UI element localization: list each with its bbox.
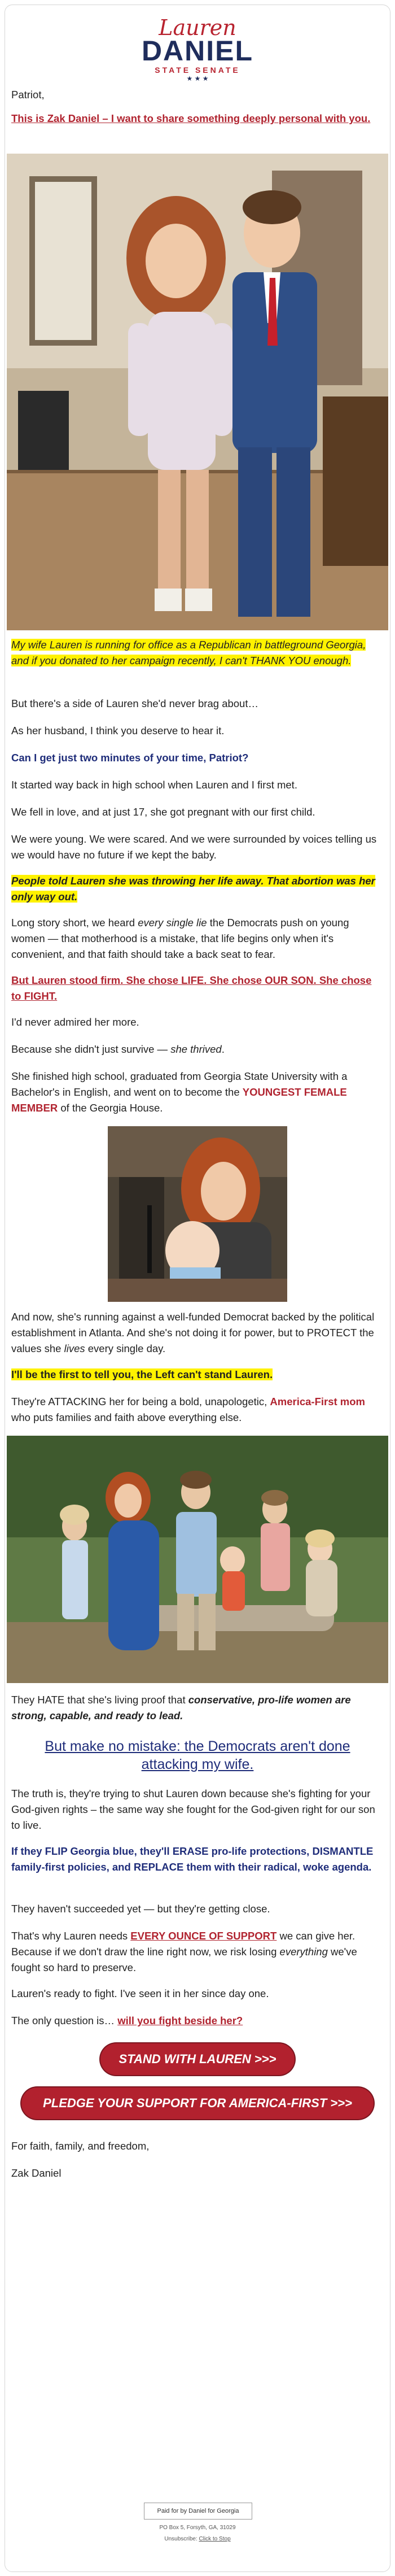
intro-link[interactable]: This is Zak Daniel – I want to share something deeply personal with you. <box>11 112 371 124</box>
highlighted-text: My wife Lauren is running for office as a Republican in battleground Georgia, and if you donated to her campaign recently, I can't THANK YOU enough. <box>11 639 366 666</box>
couple-photo <box>7 154 388 630</box>
paragraph <box>11 1041 384 1057</box>
text-run: They HATE that she's living proof that <box>11 1694 188 1706</box>
signature: Zak Daniel <box>11 2167 62 2179</box>
text-run: And now, she's running against a well-funded Democrat backed by the political establishment in Atlanta. And she's not doing it for power, but to PROTECT the values she <box>11 1311 375 1354</box>
text-run: the Democrats push on young women — that motherhood is a mistake, that life begins only when it's convenient, and that faith should take a back seat to fear. <box>11 917 349 960</box>
paragraph <box>11 1309 384 1357</box>
paragraph-highlight-1 <box>11 637 384 669</box>
text-run: They're ATTACKING her for being a bold, unapologetic, <box>11 1396 270 1407</box>
signoff: For faith, family, and freedom, <box>11 2140 150 2152</box>
family-photo <box>7 1436 388 1683</box>
paragraph <box>11 915 384 962</box>
paid-for-disclaimer: Paid for by Daniel for Georgia <box>144 2503 252 2520</box>
text-run-italic: everything <box>279 1946 328 1958</box>
paragraph: We fell in love, and at just 17, she got pregnant with our first child. <box>11 806 315 818</box>
text-run: of the Georgia House. <box>58 1102 163 1114</box>
logo-main-text: DANIEL <box>141 35 254 67</box>
paragraph-highlight-3 <box>11 1367 384 1383</box>
unsubscribe-line <box>0 2536 395 2542</box>
paragraph-navy: If they FLIP Georgia blue, they'll ERASE pro-life protections, DISMANTLE family-first policies, and REPLACE them with their radical, woke agenda. <box>11 1845 374 1873</box>
unsubscribe-prefix: Unsubscribe: <box>164 2536 199 2542</box>
paragraph: We were young. We were scared. And we were surrounded by voices telling us we would have no future if we kept the baby. <box>11 833 377 861</box>
highlighted-text: People told Lauren she was throwing her life away. That abortion was her only way out. <box>11 875 375 903</box>
text-run-italic: every single lie <box>138 917 207 929</box>
text-run: Because she didn't just survive — <box>11 1043 171 1055</box>
headline: But make no mistake: the Democrats aren't done attacking my wife. <box>45 1738 350 1772</box>
greeting: Patriot, <box>11 89 45 101</box>
text-run-bold-italic: conservative, pro-life women are strong, capable, and ready to lead. <box>11 1694 351 1721</box>
fight-beside-her-link[interactable]: will you fight beside her? <box>117 2015 243 2026</box>
text-run-red: YOUNGEST FEMALE MEMBER <box>11 1086 347 1114</box>
paragraph: As her husband, I think you deserve to hear it. <box>11 725 225 736</box>
logo-stars: ★ ★ ★ <box>186 75 209 82</box>
paragraph <box>11 1928 384 1976</box>
text-run: we've fought so hard to preserve. <box>11 1946 357 1973</box>
text-run-red: America-First mom <box>270 1396 365 1407</box>
paragraph-red: But Lauren stood firm. She chose LIFE. She chose OUR SON. She chose to FIGHT. <box>11 974 372 1002</box>
paragraph: But there's a side of Lauren she'd never brag about… <box>11 698 258 709</box>
paragraph <box>11 1394 384 1426</box>
logo-script-text: Lauren <box>159 15 236 40</box>
text-run: That's why Lauren needs <box>11 1930 131 1942</box>
paragraph: They haven't succeeded yet — but they're getting close. <box>11 1903 270 1915</box>
highlighted-text: I'll be the first to tell you, the Left can't stand Lauren. <box>11 1368 273 1380</box>
paragraph: Lauren's ready to fight. I've seen it in her since day one. <box>11 1987 269 1999</box>
footer-address: PO Box 5, Forsyth, GA, 31029 <box>159 2525 236 2531</box>
text-run: we can give her. Because if we don't draw the line right now, we risk losing <box>11 1930 356 1958</box>
logo-subtitle: STATE SENATE <box>155 66 240 75</box>
text-run: She finished high school, graduated from Georgia State University with a Bachelor's in English, and went on to become the <box>11 1070 348 1098</box>
stand-with-lauren-button[interactable]: STAND WITH LAUREN >>> <box>100 2043 295 2075</box>
paragraph-question: Can I get just two minutes of your time, Patriot? <box>11 752 249 764</box>
text-run: The only question is… <box>11 2015 118 2026</box>
text-run-italic: she thrived <box>170 1043 222 1055</box>
pledge-support-button[interactable]: PLEDGE YOUR SUPPORT FOR AMERICA-FIRST >>> <box>21 2087 374 2119</box>
paragraph: I'd never admired her more. <box>11 1016 139 1028</box>
text-run-italic: lives <box>64 1343 85 1354</box>
unsubscribe-link[interactable]: Click to Stop <box>199 2536 231 2542</box>
support-link[interactable]: EVERY OUNCE OF SUPPORT <box>130 1930 277 1942</box>
paragraph: The truth is, they're trying to shut Lauren down because she's fighting for your God-given rights – the same way she fought for the God-given right for our son to live. <box>11 1788 375 1831</box>
paragraph <box>11 2013 384 2029</box>
text-run: Long story short, we heard <box>11 917 138 929</box>
paragraph-highlight-2 <box>11 873 384 905</box>
paragraph: It started way back in high school when Lauren and I first met. <box>11 779 297 791</box>
text-run: every single day. <box>85 1343 166 1354</box>
paragraph <box>11 1069 384 1116</box>
text-run: . <box>221 1043 225 1055</box>
text-run: who puts families and faith above everything else. <box>11 1411 242 1423</box>
paragraph <box>11 1692 384 1724</box>
lauren-with-baby-photo <box>108 1126 287 1302</box>
campaign-logo <box>0 17 395 82</box>
